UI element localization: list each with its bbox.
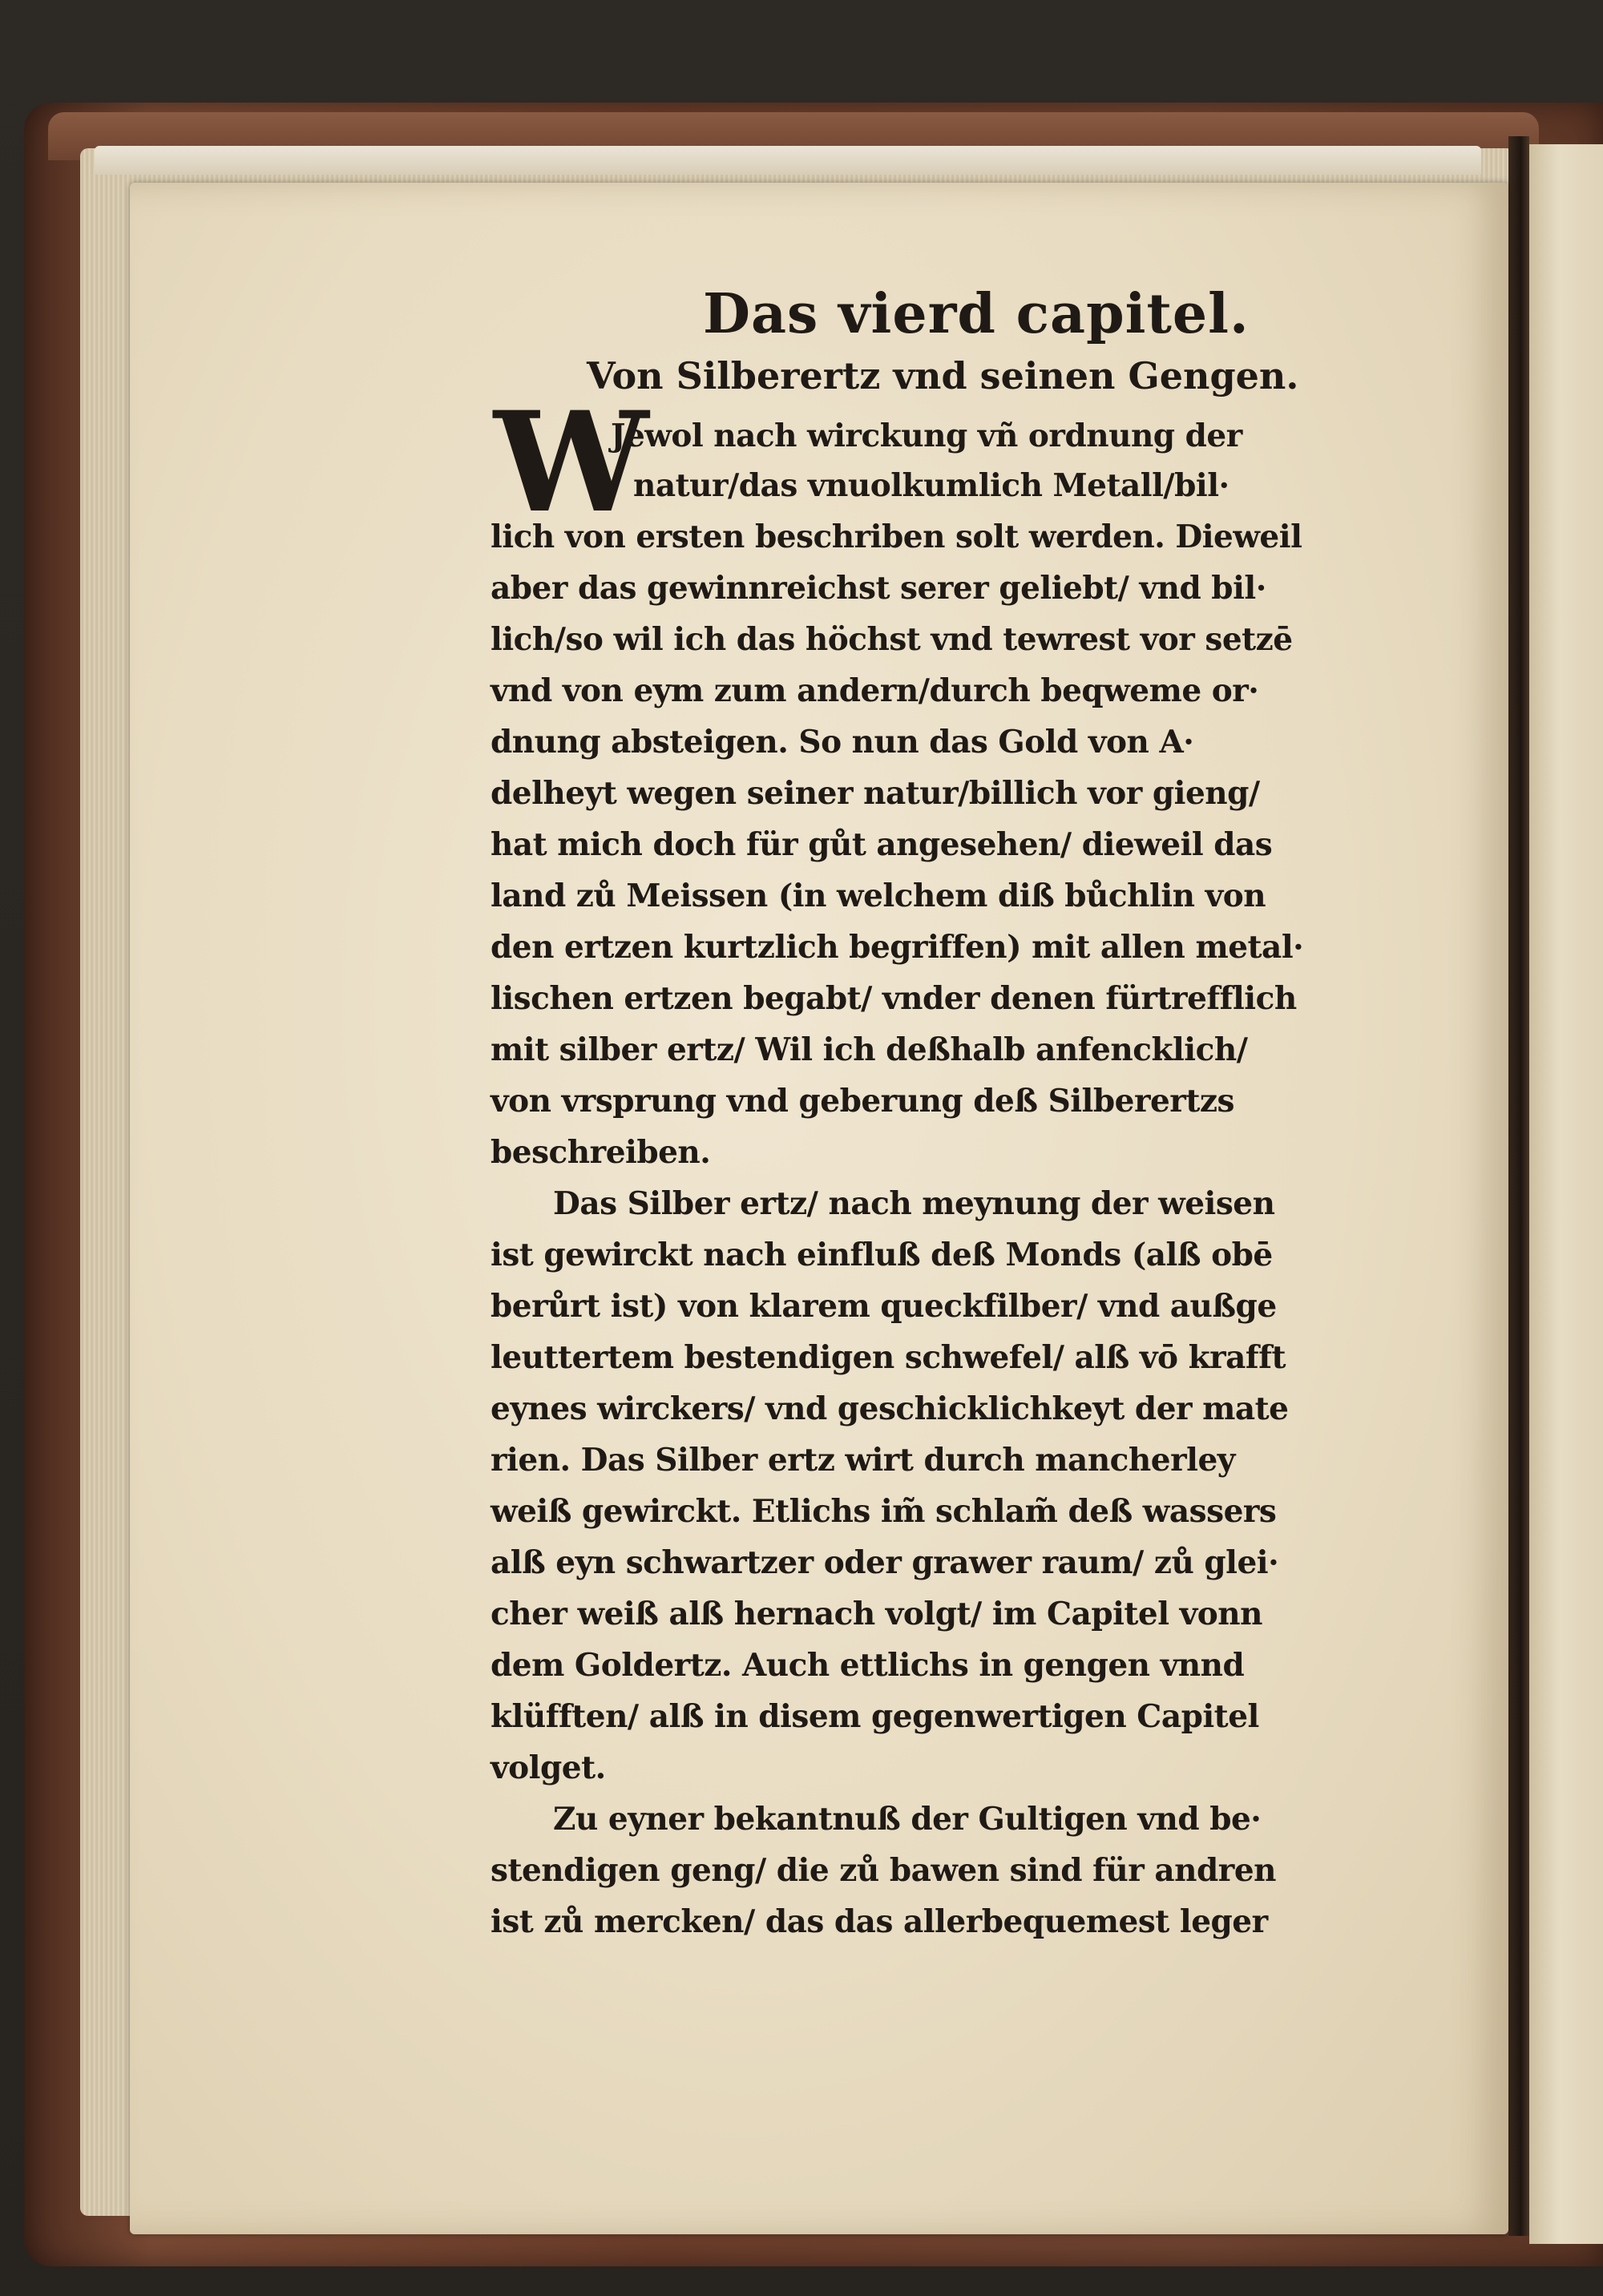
text-line: beschreiben.: [491, 1134, 711, 1171]
text-line: leuttertem bestendigen schwefel/ alß vō krafft: [491, 1339, 1286, 1376]
text-line: delheyt wegen seiner natur/billich vor gieng/: [491, 775, 1260, 812]
text-line: rien. Das Silber ertz wirt durch mancherley: [491, 1442, 1235, 1479]
text-line: von vrsprung vnd geberung deß Silberertzs: [491, 1083, 1234, 1120]
text-line: lich von ersten beschriben solt werden. Dieweil: [491, 519, 1302, 555]
book-gutter: [1508, 136, 1529, 2236]
text-line: mit silber ertz/ Wil ich deßhalb anfencklich/: [491, 1031, 1248, 1068]
text-line: eynes wirckers/ vnd geschicklichkeyt der mate: [491, 1390, 1289, 1427]
text-line: cher weiß alß hernach volgt/ im Capitel vonn: [491, 1596, 1263, 1632]
text-line: lischen ertzen begabt/ vnder denen fürtrefflich: [491, 980, 1297, 1017]
text-line: alß eyn schwartzer oder grawer raum/ zů glei·: [491, 1544, 1279, 1581]
text-line: ist zů mercken/ das das allerbequemest leger: [491, 1903, 1268, 1940]
text-line: berůrt ist) von klarem queckfilber/ vnd außge: [491, 1288, 1277, 1325]
text-line: ist gewirckt nach einfluß deß Monds (alß obē: [491, 1237, 1273, 1273]
text-line: natur/das vnuolkumlich Metall/bil·: [633, 467, 1230, 504]
text-line: Das Silber ertz/ nach meynung der weisen: [553, 1185, 1275, 1222]
text-line: weiß gewirckt. Etlichs im̃ schlam̃ deß wassers: [491, 1493, 1277, 1530]
chapter-title: Das vierd capitel.: [703, 282, 1250, 346]
text-line: Zu eyner bekantnuß der Gultigen vnd be·: [553, 1801, 1262, 1838]
text-line: dem Goldertz. Auch ettlichs in gengen vnnd: [491, 1647, 1245, 1684]
page-edges-top: [95, 146, 1481, 175]
text-line: stendigen geng/ die zů bawen sind für andren: [491, 1852, 1277, 1889]
text-line: volget.: [491, 1749, 606, 1786]
text-line: lich/so wil ich das höchst vnd tewrest vor setzē: [491, 621, 1293, 658]
text-line: dnung absteigen. So nun das Gold von A·: [491, 724, 1194, 761]
drop-initial: W: [494, 381, 649, 543]
text-line: Jewol nach wirckung vñ ordnung der: [611, 418, 1242, 454]
text-line: hat mich doch für gůt angesehen/ dieweil das: [491, 826, 1273, 863]
text-line: land zů Meissen (in welchem diß bůchlin von: [491, 878, 1266, 914]
chapter-subtitle: Von Silberertz vnd seinen Gengen.: [587, 354, 1299, 397]
facing-page-edge: [1529, 144, 1603, 2244]
text-line: den ertzen kurtzlich begriffen) mit allen metal·: [491, 929, 1304, 966]
text-line: aber das gewinnreichst serer geliebt/ vnd bil·: [491, 570, 1266, 607]
text-line: vnd von eym zum andern/durch beqweme or·: [491, 672, 1259, 709]
text-line: klüfften/ alß in disem gegenwertigen Capitel: [491, 1698, 1259, 1735]
